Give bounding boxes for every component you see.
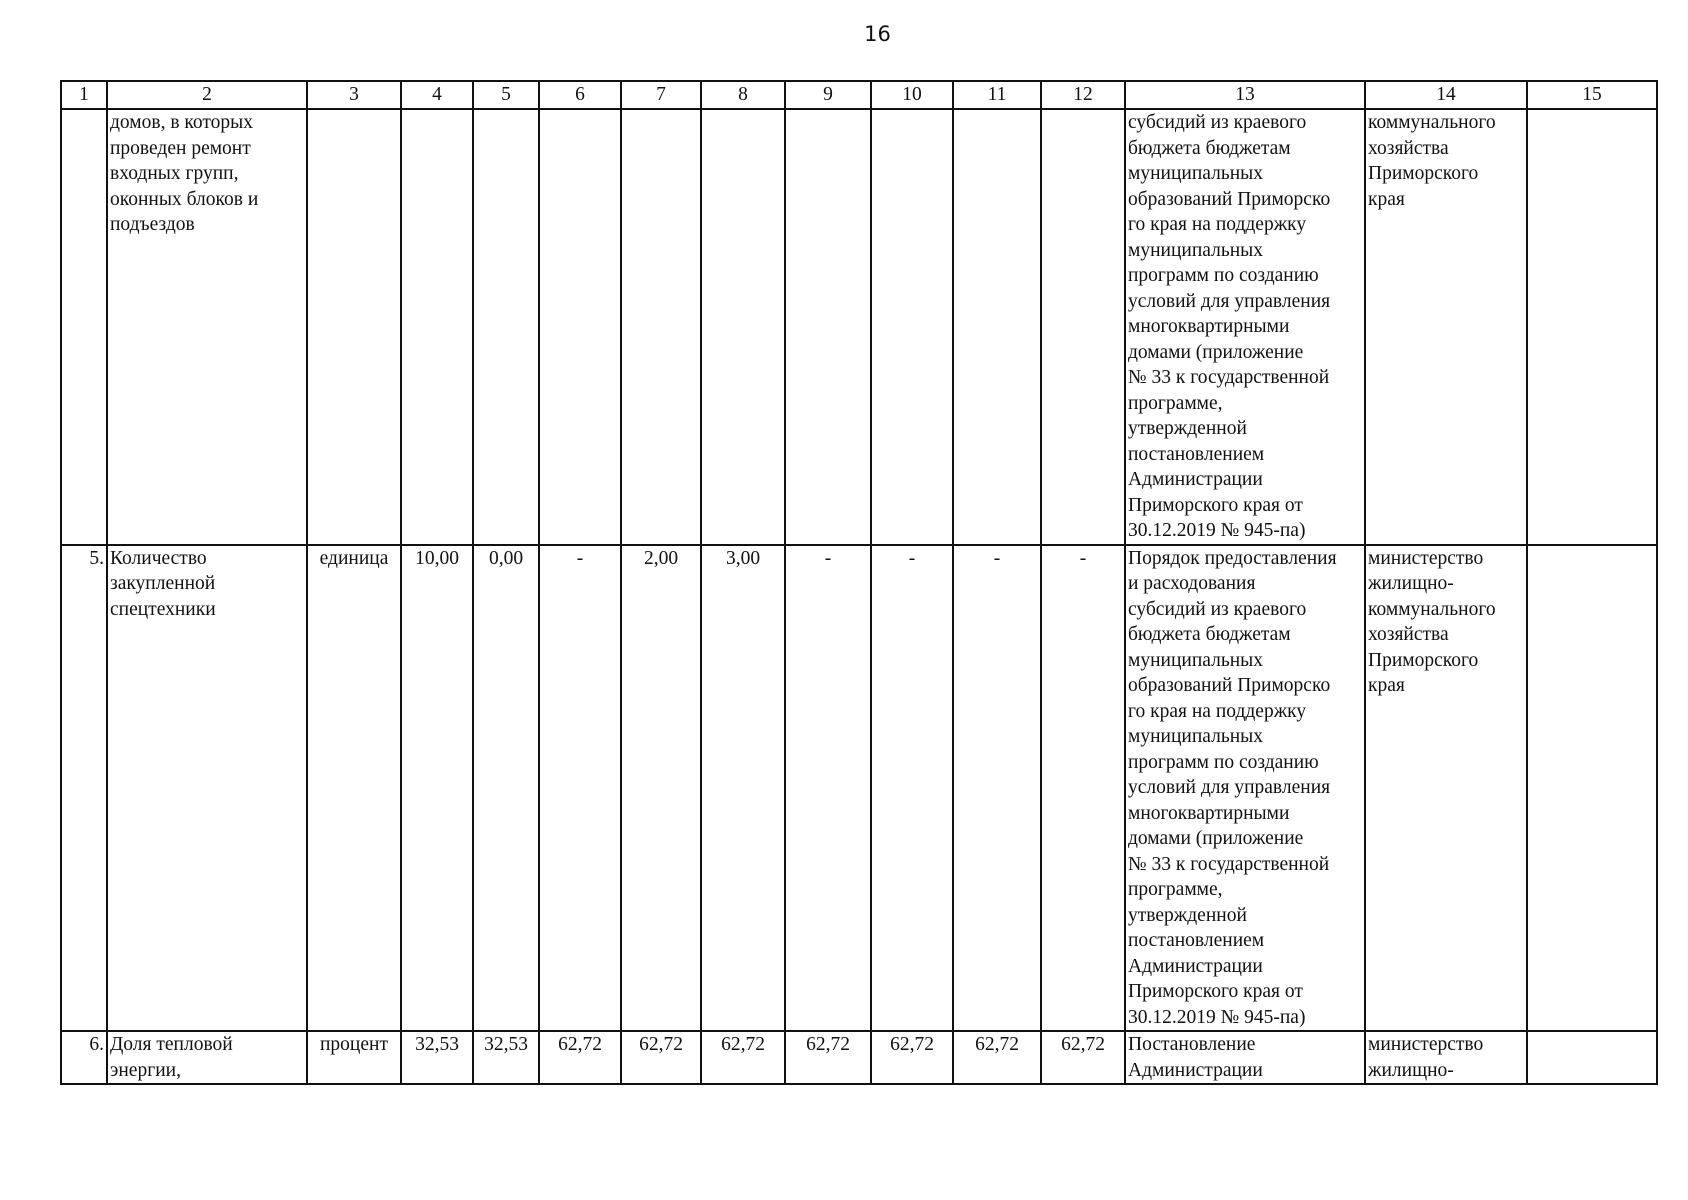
column-header: 7 <box>621 81 701 109</box>
value-cell: 2,00 <box>621 545 701 1032</box>
indicator-name: Количество закупленной спецтехники <box>107 545 307 1032</box>
column-header: 5 <box>473 81 539 109</box>
value-cell <box>871 109 953 545</box>
value-cell: 62,72 <box>701 1031 785 1084</box>
value-cell <box>1041 109 1125 545</box>
value-cell <box>539 109 621 545</box>
responsible-executor: министерство жилищно- <box>1365 1031 1527 1084</box>
value-cell <box>701 109 785 545</box>
value-cell: 62,72 <box>785 1031 871 1084</box>
value-cell: 0,00 <box>473 545 539 1032</box>
column-header: 4 <box>401 81 473 109</box>
column-header: 14 <box>1365 81 1527 109</box>
basis-document: субсидий из краевого бюджета бюджетам муниципальных образований Приморско го края на поддержку муниципальных программ по созданию условий для управления многоквартирными домами (приложение № 33 к государственной программе, утвержденной постановлением Администрации Приморского края от 30.12.2019 № 945-па) <box>1125 109 1365 545</box>
value-cell: 62,72 <box>621 1031 701 1084</box>
value-cell <box>621 109 701 545</box>
value-cell: 62,72 <box>871 1031 953 1084</box>
value-cell: - <box>871 545 953 1032</box>
indicator-name: Доля тепловой энергии, <box>107 1031 307 1084</box>
indicators-table <box>60 80 1658 1085</box>
value-cell: - <box>785 545 871 1032</box>
indicator-name: домов, в которых проведен ремонт входных групп, оконных блоков и подъездов <box>107 109 307 545</box>
column-header: 3 <box>307 81 401 109</box>
column-number-row <box>61 81 1657 109</box>
page-number: 16 <box>864 22 891 46</box>
column-header: 13 <box>1125 81 1365 109</box>
column-header: 6 <box>539 81 621 109</box>
unit <box>307 109 401 545</box>
column-header: 11 <box>953 81 1041 109</box>
row-number <box>61 109 107 545</box>
responsible-executor: коммунального хозяйства Приморского края <box>1365 109 1527 545</box>
column-header: 12 <box>1041 81 1125 109</box>
row-number: 6. <box>61 1031 107 1084</box>
value-cell: - <box>1041 545 1125 1032</box>
column-header: 2 <box>107 81 307 109</box>
basis-document: Постановление Администрации <box>1125 1031 1365 1084</box>
value-cell: 62,72 <box>539 1031 621 1084</box>
column-header: 8 <box>701 81 785 109</box>
value-cell: 32,53 <box>473 1031 539 1084</box>
value-cell <box>473 109 539 545</box>
value-cell: 3,00 <box>701 545 785 1032</box>
column-header: 15 <box>1527 81 1657 109</box>
unit: единица <box>307 545 401 1032</box>
table-row <box>61 1031 1657 1084</box>
column-header: 10 <box>871 81 953 109</box>
unit: процент <box>307 1031 401 1084</box>
value-cell: - <box>953 545 1041 1032</box>
value-cell <box>953 109 1041 545</box>
responsible-executor: министерство жилищно- коммунального хозяйства Приморского края <box>1365 545 1527 1032</box>
column-15-cell <box>1527 545 1657 1032</box>
value-cell: - <box>539 545 621 1032</box>
value-cell: 62,72 <box>953 1031 1041 1084</box>
value-cell <box>785 109 871 545</box>
column-header: 1 <box>61 81 107 109</box>
column-15-cell <box>1527 1031 1657 1084</box>
table-row <box>61 545 1657 1032</box>
value-cell: 32,53 <box>401 1031 473 1084</box>
table-row <box>61 109 1657 545</box>
value-cell: 62,72 <box>1041 1031 1125 1084</box>
column-header: 9 <box>785 81 871 109</box>
basis-document: Порядок предоставления и расходования субсидий из краевого бюджета бюджетам муниципальных образований Приморско го края на поддержку муниципальных программ по созданию условий для управления многоквартирными домами (приложение № 33 к государственной программе, утвержденной постановлением Администрации Приморского края от 30.12.2019 № 945-па) <box>1125 545 1365 1032</box>
column-15-cell <box>1527 109 1657 545</box>
value-cell <box>401 109 473 545</box>
value-cell: 10,00 <box>401 545 473 1032</box>
row-number: 5. <box>61 545 107 1032</box>
